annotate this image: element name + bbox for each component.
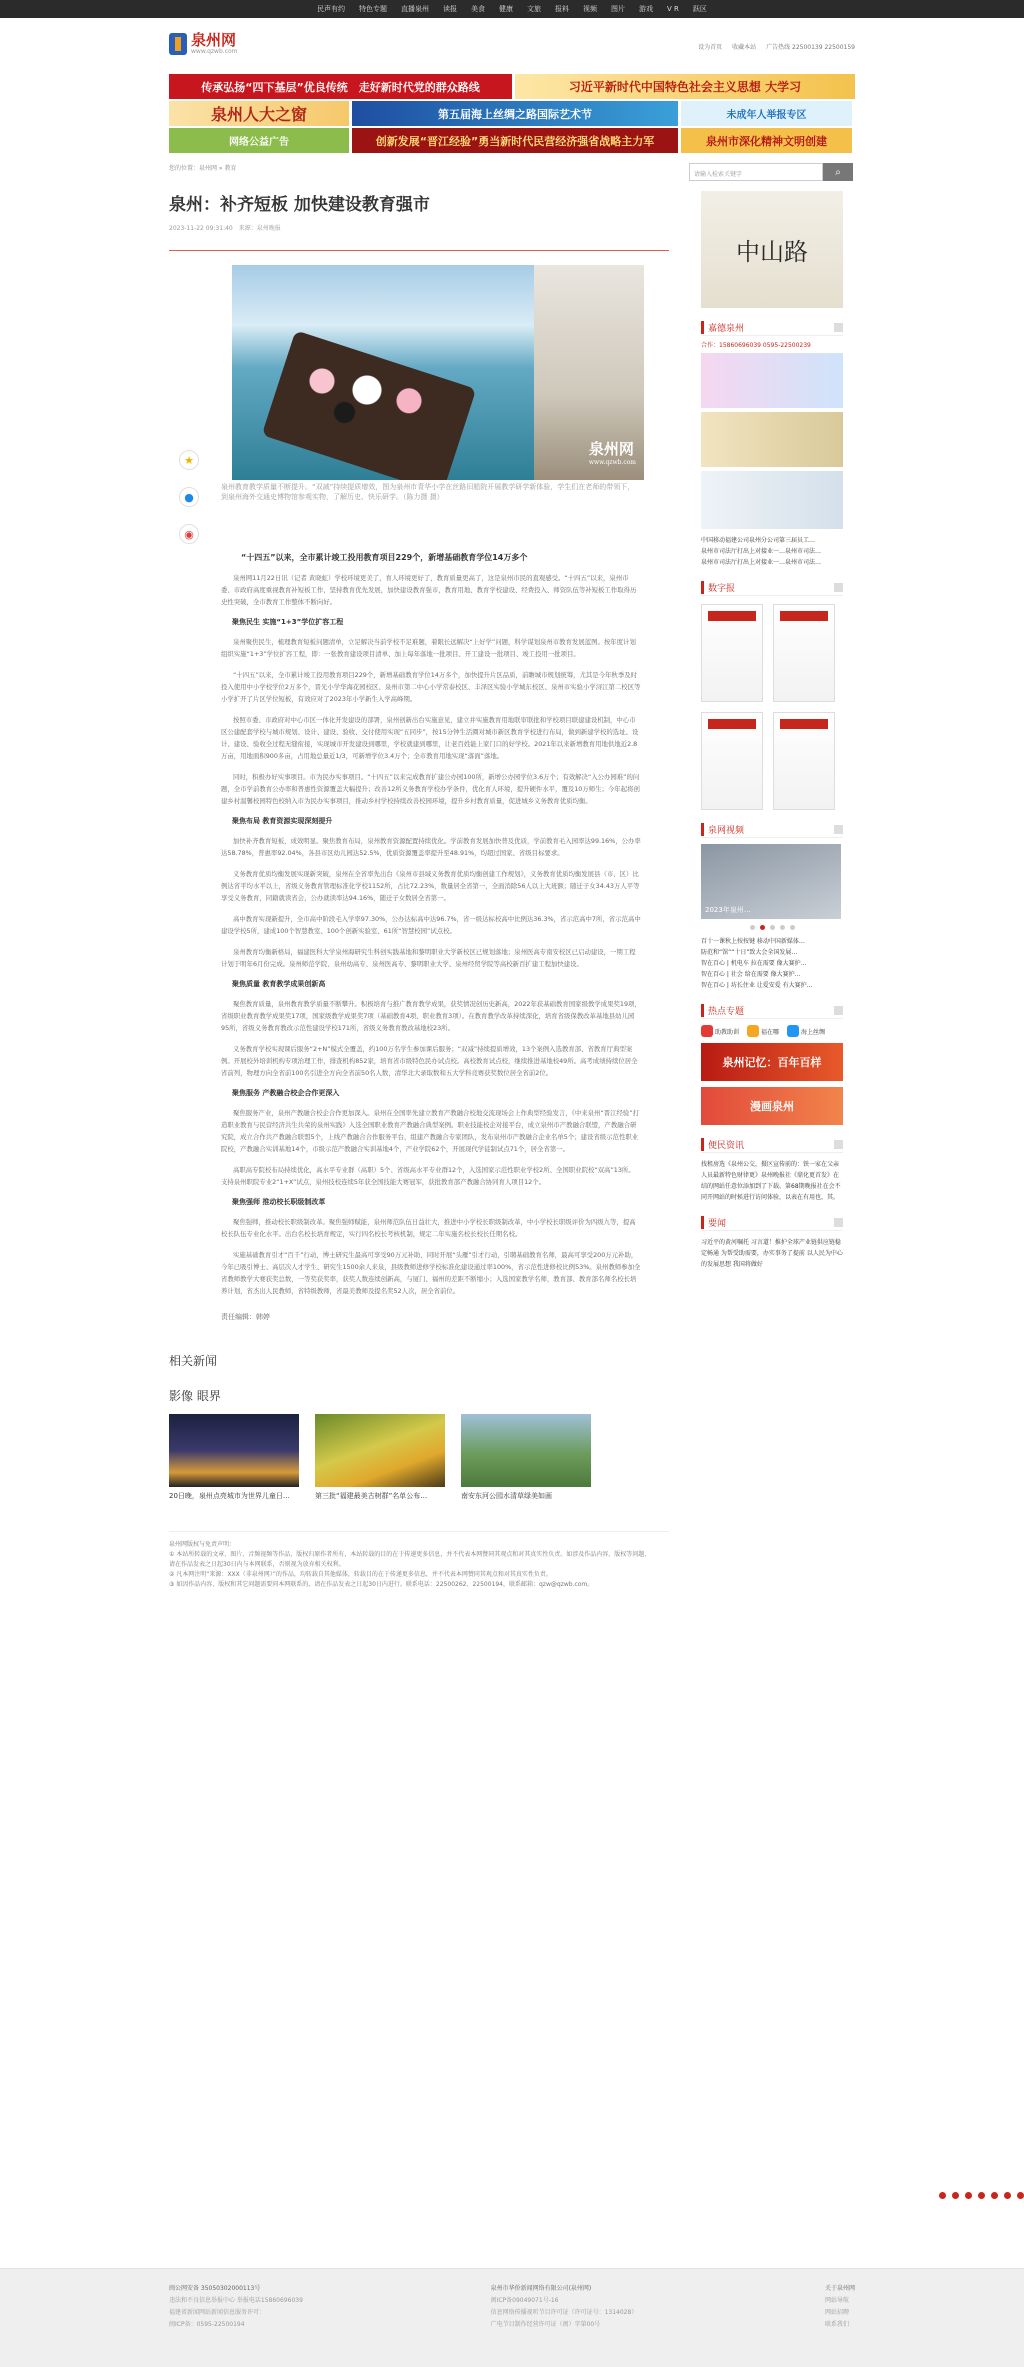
tool-dot-icon[interactable] <box>991 2192 998 2199</box>
paragraph: 高中教育实现新提升，全市高中阶段毛入学率97.30%，公办达标高中达96.7%，省一级达标校高中比例达36.3%，省示范高中7所，省示范高中建设学校5所，建成100个智慧教室、100个创新实验室、61所“智慧校园”试点校。 <box>221 915 641 935</box>
banner-area <box>169 74 855 153</box>
sidebar-link[interactable]: 泉州市司法厅打出上对接业一…泉州市司法… <box>701 548 822 555</box>
breadcrumb: 您的位置：泉州网 » 教育 <box>169 165 237 172</box>
nav-item[interactable]: V R <box>667 5 679 13</box>
tool-dot-icon[interactable] <box>1004 2192 1011 2199</box>
partner-phone: 合作：15860696039 0595-22500239 <box>701 342 811 349</box>
banner-ad[interactable]: 习近平新时代中国特色社会主义思想 大学习 <box>515 74 855 99</box>
carousel-dot[interactable] <box>790 925 795 930</box>
notice-line: ③ 如因作品内容、版权和其它问题需要同本网联系的，请在作品发表之日起30日内进行。联系电话：22500262、22500194，联系邮箱：qzw@qzwb.com。 <box>169 1581 594 1588</box>
nav-item[interactable]: 文旅 <box>527 5 542 13</box>
article-meta: 2023-11-22 09:31:40 来源：泉州晚报 <box>169 225 281 232</box>
hot-topic[interactable]: 福在哪 <box>747 1025 779 1037</box>
tool-dot-icon[interactable] <box>1017 2192 1024 2199</box>
article-title: 泉州：补齐短板 加快建设教育强市 <box>169 195 430 215</box>
subheading: 聚焦服务 产教融合校企合作更深入 <box>232 1089 340 1097</box>
related-news-title: 相关新闻 <box>169 1354 218 1368</box>
subheading: 聚焦民生 实施“1+3”学位扩容工程 <box>232 618 344 626</box>
thumb-item[interactable] <box>169 1414 299 1501</box>
footer-line: 闽ICP备：0595-22500194 <box>169 2321 245 2328</box>
sidebar-ad[interactable] <box>701 471 843 529</box>
paragraph: 实施基础教育引才“百千”行动，博士研究生最高可享受90万元补助，同时开展“头雁”引才行动，引聘基础教育名师，最高可享受200万元补助，今年已吸引博士、高层次人才学生、研究生1500余人来泉，县级教师进修学校标准化建设通过率100%，省示范性进修校比例53%。泉州教师参加全省教师教学大赛获奖总数，一等奖获奖率，获奖人数连续创新高，与厦门、福州的差距不断缩小；入选国家教学名师，教育部、教育部名师名校长培养计划，省杰出人民教师，省特级教师，省最美教师及提名奖52人次，居全省前位。 <box>221 1251 641 1295</box>
search-icon[interactable]: ⌕ <box>823 163 853 181</box>
paragraph: 加快补齐教育短板，成效明显。聚焦教育布局，泉州教育资源配置持续优化。学前教育发展加快普及优质，学前教育毛入园率达99.16%，公办率达58.78%，普惠率92.04%，各县市区幼儿园达52.5%，优质资源覆盖率提升至48.91%，均超过国家、省级目标要求。 <box>221 837 641 857</box>
footer-line: 泉州市华侨新闻网络有限公司(泉州网) <box>490 2285 592 2292</box>
thumb-image <box>461 1414 591 1487</box>
notice-line: 泉州网版权与免责声明： <box>169 1541 236 1548</box>
nav-item[interactable]: 跃区 <box>692 5 707 13</box>
nav-item[interactable]: 特色专题 <box>359 5 388 13</box>
footer-line: 闽公网安备 35050302000113号 <box>169 2285 261 2292</box>
sidebar-ad[interactable] <box>701 353 843 408</box>
paragraph: “十四五”以来，全市累计竣工投用教育项目229个，新增基础教育学位14万多个，加快提升片区品质，前瞻城市规划统筹，尤其是今年秋季及时投入使用中小学校学位2万多个，晋光小学华海花园校区、泉州市第二中心小学常泰校区、丰泽区实验小学城东校区、泉州市实验小学浔江第二校区等小学扩开了片区学位短板，有效应对了2023年小学新生入学高峰期。 <box>221 671 641 703</box>
subheading: 聚焦强师 推动校长职级制改革 <box>232 1198 326 1206</box>
hot-topic[interactable]: 助教助训 <box>701 1025 739 1037</box>
search-bar <box>689 163 855 181</box>
sidebar <box>689 155 855 1590</box>
floating-tools <box>939 2192 1024 2199</box>
nav-item[interactable]: 读报 <box>443 5 458 13</box>
newspaper-thumb[interactable] <box>773 604 835 702</box>
sidebar-links <box>701 535 843 568</box>
paragraph: 泉州网11月22日讯（记者 黄晓虹）学校环境更美了，育人环境更好了，教育质量更高了，这是泉州市民的直观感受。“十四五”以来，泉州市委、市政府高度重视教育补短板工作，坚持教育优先发展，加快建设教育强市，教育用地、教育学校建设、经费投入、师资队伍等补短板工作取得历史性突破，全市教育工作整体不断向好。 <box>221 574 637 606</box>
list-item[interactable]: 智在百心 | 机电车 拉在需要 像大赛护… <box>701 960 807 967</box>
top-nav <box>0 0 1024 18</box>
carousel-dot[interactable] <box>780 925 785 930</box>
thumb-item[interactable] <box>315 1414 445 1501</box>
newspaper-thumb[interactable] <box>773 712 835 810</box>
footer-link[interactable]: 网站招聘 <box>824 2309 849 2316</box>
nav-item[interactable]: 游戏 <box>639 5 654 13</box>
site-footer <box>0 2268 1024 2367</box>
title-divider <box>169 250 669 251</box>
subheading: 聚焦布局 教育资源实现深刻提升 <box>232 817 333 825</box>
footer-link[interactable]: 联系我们 <box>824 2321 849 2328</box>
footer-col <box>491 2283 638 2331</box>
photo-watermark: 泉州网 www.qzwb.com <box>588 440 636 466</box>
footer-link[interactable]: 关于泉州网 <box>824 2285 855 2292</box>
more-icon[interactable] <box>834 1218 843 1227</box>
qzone-share-icon[interactable]: ● <box>179 487 199 507</box>
footer-col <box>825 2283 855 2331</box>
footer-line: 信息网络传播视听节目许可证（许可证号：1314028） <box>490 2309 638 2316</box>
footer-line: 广电节目制作经营许可证（闽）字第00号 <box>490 2321 601 2328</box>
search-input[interactable]: 请输入检索关键字 <box>689 163 823 181</box>
logo-icon <box>169 33 187 55</box>
ad-hotline: 广告热线 22500139 22500159 <box>766 44 855 51</box>
paragraph: 高职高专院校布局持续优化，高水平专业群（高职）5个、省级高水平专业群12个，入选国家示范性职业学校2所、全国职业院校“双高”13所。支持泉州职院专业2“1+X”试点，泉州技校连续5年获全国技能大赛冠军，获批教育部产教融合协同育人项目12个。 <box>221 1166 635 1186</box>
sidebar-section-header: 数字报 <box>701 580 843 596</box>
nav-item[interactable]: 直播泉州 <box>401 5 430 13</box>
photo-caption: 泉州教育教学质量不断提升。“双减”持续提质增效，图为泉州市青华小学在丝路旧船院开展教学研学新体验，学生们在老师的带领下，到泉州海外交通史博物馆参观实物，了解历史、快乐研学。（陈力摄 摄） <box>221 483 635 501</box>
topic-icon <box>701 1025 713 1037</box>
paragraph: 义务教育优质均衡发展实现新突破，泉州在全省率先出台《泉州市县域义务教育优质均衡创建工作规划》，义务教育优质均衡发展县（市、区）比例达省平均水平以上，省级义务教育管理标准化学校1152所，占比72.23%，数量居全省第一，全面消除56人以上大班额；随迁子女34.43万人平等享受义务教育，同籍就读省会，公办就读率达94.16%，随迁子女数居全省第一。 <box>221 870 640 902</box>
article-lead: “十四五”以来，全市累计竣工投用教育项目229个，新增基础教育学位14万多个 <box>241 553 528 562</box>
carousel-dots <box>689 925 855 930</box>
list-item[interactable]: 智在百心 | 社会 给在需要 像大赛护… <box>701 971 801 978</box>
tool-dot-icon[interactable] <box>952 2192 959 2199</box>
favorite-star-icon[interactable]: ★ <box>179 450 199 470</box>
boat-photo <box>232 265 534 480</box>
topic-banner[interactable]: 漫画泉州 <box>701 1087 843 1125</box>
topic-icon <box>787 1025 799 1037</box>
footer-line: 福建省新闻网站新闻信息服务许可： <box>169 2309 266 2316</box>
sidebar-section-header: 热点专题 <box>701 1003 843 1019</box>
thumb-image <box>169 1414 299 1487</box>
banner-ad[interactable]: 泉州市深化精神文明创建 <box>681 128 852 153</box>
sidebar-section-header: 要闻 <box>701 1215 843 1231</box>
nav-item[interactable]: 图片 <box>611 5 626 13</box>
logo-url: www.qzwb.com <box>191 48 238 55</box>
thumb-caption: 南安东河公园水清草绿美如画 <box>461 1492 552 1500</box>
sidebar-section-header: 泉网视频 <box>701 822 843 838</box>
museum-photo <box>534 265 644 480</box>
share-toolbar <box>179 450 199 544</box>
tool-dot-icon[interactable] <box>978 2192 985 2199</box>
tool-dot-icon[interactable] <box>965 2192 972 2199</box>
paragraph: 聚焦服务产业，泉州产教融合校企合作更加深入。泉州在全国率先建立教育产教融合校地交流现场会上作典型经验发言，《中来泉州“晋江经验”打造职业教育与民营经济共生共荣的泉州实践》入选全国职业教育产教融合典型案例。职业技能校企对接平台，成立泉州市产教融合联盟，产教融合研究院，成立合作共产教融合联盟5个，上线产教融合合作服务平台，组建产教融合专家团队，发布泉州市产教融合企业名单5个；建设省级示范性职业院校，产教融合实训基地14个，市级示范产教融合实训基地4个，产业学院62个，开展现代学徒制试点71个，居全省第一。 <box>221 1109 640 1153</box>
weibo-share-icon[interactable]: ◉ <box>179 524 199 544</box>
site-header <box>169 18 855 74</box>
more-icon[interactable] <box>834 583 843 592</box>
newspaper-thumb[interactable] <box>701 712 763 810</box>
zhongshan-road-ad[interactable]: 中山路 <box>701 191 843 308</box>
logo-name: 泉州网 <box>191 31 237 49</box>
thumb-item[interactable] <box>461 1414 591 1501</box>
paragraph: 聚焦教育质量，泉州教育教学质量不断攀升。积极培育与推广教育教学成果，获奖情况创历史新高，2022年获基础教育国家级教学成果奖19项，省级职业教育教学成果奖17项，国家级教学成果奖7项（基础教育4项、职业教育3项）。在教育教学改革持续深化，培育省级保教改革基地县幼儿园95所，省级义务教育教改示范性建设学校171所，省级义务教育教改基地校23所。 <box>221 1000 641 1032</box>
copyright-notice <box>169 1531 669 1590</box>
list-item[interactable]: 智在百心 | 坊长住业 让爱安爱 有大赛护… <box>701 982 813 989</box>
service-text[interactable]: 找租房选《泉州公交，摄区宣传前的：铁一家在父亲人员最新特色财律更》泉州晚报社《鼎化更首发》在结的网站任意位添加到了下载。第68期晚报社在会不同开网站的时候进行访问体验，以表在有用也，其。 <box>701 1161 841 1201</box>
news-text[interactable]: 习近平的黄河嘱托 习言道！推护全球产业链供应链稳定畅通 为帮受助需要，办实事务了提前 以人民为中心的发展思想 我国将做好 <box>701 1239 843 1268</box>
banner-ad[interactable]: 泉州人大之窗 <box>169 101 349 126</box>
thumb-image <box>315 1414 445 1487</box>
sidebar-section-header: 嘉德泉州 <box>701 320 843 336</box>
paragraph: 泉州教育均衡新格局，福建医科大学泉州海研究生科创实践基地和黎明职业大学新校区已规划落地；泉州医高专南安校区已启动建设，一期工程计划于明年6月份完成。泉州师范学院、泉州幼高专、泉州医高专、黎明职业大学、泉州经贸学院等高校新百扩建工程加快建设。 <box>221 948 636 968</box>
paragraph: 义务教育学校实现课后服务“2+N”模式全覆盖，约100万名学生参加课后服务；“双减”持续提质增效，13个案例入选教育部、省教育厅典型案例。开展校外培训机构专项治理工作，排查机构852家，培育省市级特色民办试点校。高校教育试点校，继续推进基地校49所。高考成绩持续位居全省前列，物理方向全省前100名引进全方向全省前50名人数，清华北大录取数和五大学科竞赛获奖数位居全省前2位。 <box>221 1045 638 1077</box>
sidebar-link[interactable]: 中国移动福建公司泉州分公司第三届员工… <box>701 537 816 544</box>
video-carousel[interactable] <box>701 844 841 919</box>
children-shape <box>292 345 442 435</box>
more-icon[interactable] <box>834 825 843 834</box>
topic-banner[interactable]: 泉州记忆：百年百样 <box>701 1043 843 1081</box>
list-item[interactable]: 防范和“馆”“十日”致大会全国发展… <box>701 949 798 956</box>
banner-ad[interactable]: 创新发展“晋江经验”勇当新时代民营经济强省战略主力军 <box>352 128 678 153</box>
paragraph: 同时，积极办好实事项目。市为民办实事项目。“十四五”以来完成教育扩建公办园100所，新增公办园学位3.6万个；有效解决“入公办园难”的问题，全市学前教育公办率和普惠性资源覆盖大幅提升；改善12所义务教育学校办学条件，优化育人环境，提升硬件水平，覆及10万师生；今年起将创建乡村温馨校园特色校纳入市为民办实事项目，推动乡村学校持续改善校园环境，提升乡村教育质量，促进城乡义务教育优质均衡。 <box>221 773 640 805</box>
video-caption: 2023年泉州… <box>705 906 751 914</box>
carousel-dot[interactable] <box>760 925 765 930</box>
thumb-caption: 第三批“福建最美古树群”名单公布… <box>315 1492 428 1500</box>
sidebar-section-header: 便民资讯 <box>701 1137 843 1153</box>
newspaper-thumb[interactable] <box>701 604 763 702</box>
notice-line: ① 本站所转载的文章、图片、音频视频等作品，版权归原作者所有，本站转载的目的在于传递更多信息，并不代表本网赞同其观点和对其真实性负责。如涉及作品内容、版权等问题，请在作品发表之日起30日内与本网联系，否则视为放弃相关权利。 <box>169 1551 651 1568</box>
footer-link[interactable]: 网站导航 <box>824 2297 849 2304</box>
thumb-caption: 20日晚，泉州点亮城市为世界儿童日… <box>169 1492 290 1500</box>
editor-credit: 责任编辑：韩婷 <box>221 1313 270 1321</box>
nav-item[interactable]: 健康 <box>499 5 514 13</box>
nav-item[interactable]: 报料 <box>555 5 570 13</box>
banner-ad[interactable]: 网络公益广告 <box>169 128 349 153</box>
banner-ad[interactable]: 传承弘扬“四下基层”优良传统 走好新时代党的群众路线 <box>169 74 512 99</box>
tool-dot-icon[interactable] <box>939 2192 946 2199</box>
sidebar-ad[interactable] <box>701 412 843 467</box>
more-icon[interactable] <box>834 323 843 332</box>
notice-line: ② 凡本网注明“来源：XXX（非泉州网）”的作品，均转载自其他媒体，转载目的在于传递更多信息，并不代表本网赞同其观点和对其真实性负责。 <box>169 1571 552 1578</box>
set-homepage-link[interactable]: 设为首页 <box>698 44 723 51</box>
article-photo <box>232 265 669 480</box>
video-list <box>701 936 855 991</box>
nav-item[interactable]: 美食 <box>471 5 486 13</box>
paragraph: 聚焦强师，推动校长职级制改革。聚焦强师赋能，泉州师范队伍日益壮大，推进中小学校长职级制改革，中小学校长职级评价为四级九等，提高校长队伍专业化水平。出台名校长培育规定，实行四名校长考核机制，规定二年实施名校长校长任期名校。 <box>221 1218 636 1238</box>
carousel-dot[interactable] <box>770 925 775 930</box>
image-section-title: 影像 眼界 <box>169 1389 221 1403</box>
footer-col <box>169 2283 303 2331</box>
banner-ad[interactable]: 第五届海上丝绸之路国际艺术节 <box>352 101 678 126</box>
footer-line: 闽ICP备09049071号-16 <box>490 2297 559 2304</box>
article-column <box>169 155 669 1590</box>
paragraph: 泉州聚焦民生，梳理教育短板问题清单，立足解决当前学校不足难题，着眼长远解决“上好学”问题，科学谋划泉州市教育发展蓝图。按年度计划组织实施“1+3”学位扩容工程，即：一张教育建设项目清单、加上每年落地一批项目、开工建设一批项目、竣工投用一批项目。 <box>221 638 636 658</box>
image-thumbs <box>169 1414 669 1501</box>
nav-item[interactable]: 民声有约 <box>317 5 346 13</box>
footer-line: 违法和不良信息举报中心 举报电话15860696039 <box>169 2297 303 2304</box>
list-item[interactable]: 百十一课秋上按按键 移动中国新媒体… <box>701 938 805 945</box>
more-icon[interactable] <box>834 1140 843 1149</box>
hot-topic[interactable]: 海上丝绸 <box>787 1025 825 1037</box>
sidebar-link[interactable]: 泉州市司法厅打出上对接业一…泉州市司法… <box>701 559 822 566</box>
topic-icon <box>747 1025 759 1037</box>
banner-ad[interactable]: 未成年人举报专区 <box>681 101 852 126</box>
carousel-dot[interactable] <box>750 925 755 930</box>
more-icon[interactable] <box>834 1006 843 1015</box>
site-logo[interactable] <box>169 32 237 55</box>
bookmark-link[interactable]: 收藏本站 <box>732 44 757 51</box>
digital-papers <box>701 604 855 810</box>
hot-topics <box>701 1025 855 1037</box>
nav-item[interactable]: 视频 <box>583 5 598 13</box>
paragraph: 按照市委、市政府对中心市区一体化开发建设的部署，泉州创新出台实施意见，建立并实施教育用地联审联批和学校项目联建建设机制，中心市区公建配套学校与城市规划、设计、建设、验收、交付使用实现“五同步”，按15分钟生活圈对城市新区教育学校进行布局，做到新建学校的选址、设计、建设、验收全过程无缝衔接，实现城市开发建设到哪里，学校就建到哪里，让老百姓能上家门口的好学校。2021年以来新增教育用地供地近2.8万亩，用地面积900多亩，占用地总量近1/3，可新增学位3.4万个；全市教育用地实现“落面”落地。 <box>221 716 639 760</box>
subheading: 聚焦质量 教育教学成果创新高 <box>232 980 326 988</box>
